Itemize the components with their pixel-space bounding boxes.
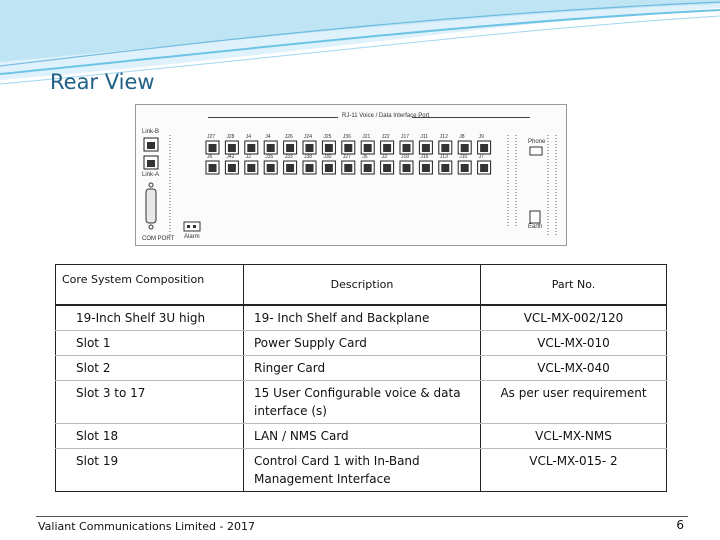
com-port-label: COM PORT bbox=[142, 236, 175, 242]
rj11-port-socket bbox=[441, 164, 449, 172]
part-cell: As per user requirement bbox=[481, 381, 667, 424]
rj11-port-socket bbox=[461, 164, 469, 172]
port-label: J42 bbox=[226, 154, 235, 160]
port-label: J33 bbox=[284, 154, 293, 160]
port-label: J13 bbox=[439, 154, 448, 160]
table-row bbox=[56, 305, 667, 331]
rj11-port-socket bbox=[286, 144, 294, 152]
part-cell: VCL-MX-002/120 bbox=[481, 305, 667, 331]
alarm-connector bbox=[184, 222, 200, 231]
rj11-port-socket bbox=[325, 144, 333, 152]
rj11-banner: RJ-11 Voice / Data Interface Port bbox=[342, 113, 430, 119]
rj11-port-socket bbox=[209, 164, 217, 172]
port-label: J27 bbox=[342, 154, 351, 160]
port-label: J28 bbox=[226, 134, 235, 140]
rj11-port-socket bbox=[344, 144, 352, 152]
port-label: J36 bbox=[342, 134, 351, 140]
port-label: J3 bbox=[381, 154, 387, 160]
table-row bbox=[56, 356, 667, 381]
rj11-port-socket bbox=[286, 164, 294, 172]
rj11-port-socket bbox=[228, 164, 236, 172]
table-row bbox=[56, 449, 667, 492]
rj11-port-socket bbox=[480, 144, 488, 152]
rj11-port-socket bbox=[306, 164, 314, 172]
earth-connector bbox=[530, 211, 540, 223]
port-label: J4 bbox=[245, 134, 252, 140]
port-label: J7 bbox=[478, 154, 484, 160]
table-row bbox=[56, 331, 667, 356]
rj11-port-socket bbox=[403, 144, 411, 152]
panel-graphic bbox=[136, 105, 568, 247]
port-label: J26 bbox=[284, 134, 293, 140]
slot-cell: Slot 2 bbox=[56, 356, 244, 381]
slot-cell: Slot 3 to 17 bbox=[56, 381, 244, 424]
port-label: J16 bbox=[420, 154, 429, 160]
phone-connector bbox=[530, 147, 542, 155]
page-number: 6 bbox=[676, 518, 684, 532]
rj11-port-socket bbox=[344, 164, 352, 172]
port-label: J25 bbox=[323, 134, 332, 140]
footer-company: Valiant Communications Limited - 2017 bbox=[38, 520, 255, 533]
slot-cell: Slot 18 bbox=[56, 424, 244, 449]
rj11-port-socket bbox=[461, 144, 469, 152]
rj11-port-socket bbox=[422, 164, 430, 172]
link-b-label: Link-B bbox=[142, 129, 160, 135]
port-label: J30 bbox=[323, 154, 332, 160]
composition-table bbox=[55, 264, 667, 492]
port-label: J38 bbox=[304, 154, 313, 160]
port-label: J24 bbox=[304, 134, 313, 140]
rj11-port-socket bbox=[383, 144, 391, 152]
port-label: J8 bbox=[459, 134, 465, 140]
rj11-port-socket bbox=[247, 164, 255, 172]
part-cell: VCL-MX-015- 2 bbox=[481, 449, 667, 492]
port-label: J18 bbox=[401, 154, 410, 160]
header-description: Description bbox=[244, 265, 481, 306]
rj11-port-socket bbox=[325, 164, 333, 172]
phone-label: Phone bbox=[528, 139, 546, 145]
port-label: J27 bbox=[207, 134, 216, 140]
alarm-label: Alarm bbox=[184, 234, 200, 240]
table-row bbox=[56, 381, 667, 424]
rear-panel-diagram bbox=[135, 104, 567, 246]
rj11-port-socket bbox=[383, 164, 391, 172]
rj11-port-socket bbox=[422, 144, 430, 152]
rj11-port-socket bbox=[364, 144, 372, 152]
port-label: J5 bbox=[362, 154, 368, 160]
com-port bbox=[146, 189, 156, 223]
rj11-port-socket bbox=[441, 144, 449, 152]
port-label: J2 bbox=[245, 154, 252, 160]
slide-title: Rear View bbox=[50, 70, 155, 94]
description-cell: 15 User Configurable voice & data interface (s) bbox=[244, 381, 481, 424]
port-label: J10 bbox=[459, 154, 468, 160]
description-cell: Control Card 1 with In-Band Management Interface bbox=[244, 449, 481, 492]
port-label: J35 bbox=[265, 154, 274, 160]
description-cell: 19- Inch Shelf and Backplane bbox=[244, 305, 481, 331]
port-label: J12 bbox=[439, 134, 448, 140]
footer-divider bbox=[36, 516, 688, 517]
port-label: J17 bbox=[401, 134, 410, 140]
rj11-port-socket bbox=[306, 144, 314, 152]
port-label: J21 bbox=[362, 134, 371, 140]
port-label: J22 bbox=[381, 134, 390, 140]
rj11-port-socket bbox=[247, 144, 255, 152]
link-a-label: Link-A bbox=[142, 172, 160, 178]
description-cell: Ringer Card bbox=[244, 356, 481, 381]
part-cell: VCL-MX-010 bbox=[481, 331, 667, 356]
part-cell: VCL-MX-NMS bbox=[481, 424, 667, 449]
header-part-no: Part No. bbox=[481, 265, 667, 306]
slot-cell: Slot 1 bbox=[56, 331, 244, 356]
rj11-port-socket bbox=[480, 164, 488, 172]
rj11-port-socket bbox=[364, 164, 372, 172]
description-cell: LAN / NMS Card bbox=[244, 424, 481, 449]
earth-label: Earth bbox=[528, 224, 543, 230]
part-cell: VCL-MX-040 bbox=[481, 356, 667, 381]
rj11-port-socket bbox=[267, 144, 275, 152]
port-label: J4 bbox=[265, 134, 271, 140]
port-label: J6 bbox=[207, 154, 213, 160]
table-row bbox=[56, 424, 667, 449]
table-header-row bbox=[56, 265, 667, 306]
description-cell: Power Supply Card bbox=[244, 331, 481, 356]
rj11-port-socket bbox=[228, 144, 236, 152]
slot-cell: 19-Inch Shelf 3U high bbox=[56, 305, 244, 331]
rj11-port-socket bbox=[209, 144, 217, 152]
rj11-port-socket bbox=[403, 164, 411, 172]
slot-cell: Slot 19 bbox=[56, 449, 244, 492]
port-label: J11 bbox=[420, 134, 429, 140]
port-label: J9 bbox=[478, 134, 484, 140]
header-core-system: Core System Composition bbox=[56, 265, 244, 306]
rj11-port-socket bbox=[267, 164, 275, 172]
